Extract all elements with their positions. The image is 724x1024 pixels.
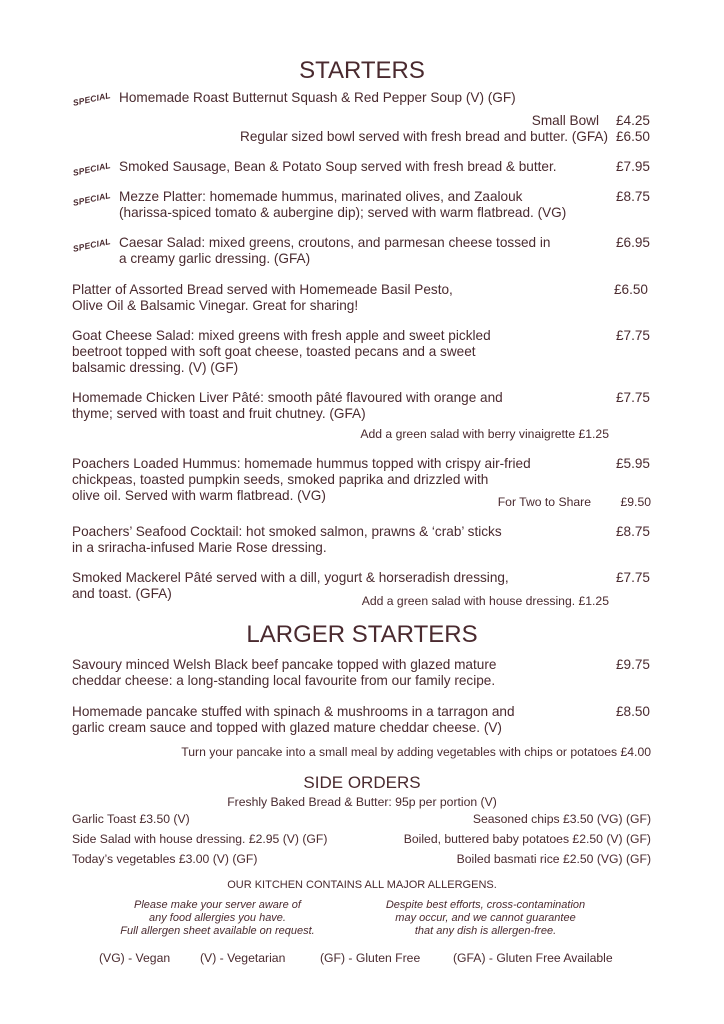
mezze-line2: (harissa-spiced tomato & aubergine dip); served with warm flatbread. (VG) — [119, 205, 567, 220]
mezze-line1: Mezze Platter: homemade hummus, marinated olives, and Zaalouk — [119, 189, 523, 204]
caesar-line2: a creamy garlic dressing. (GFA) — [119, 251, 311, 266]
starters-title: STARTERS — [299, 57, 425, 84]
allergens-right — [368, 899, 603, 938]
side-left-2: Side Salad with house dressing. £2.95 (V) (GF) — [72, 832, 328, 846]
beef-line2: cheddar cheese: a long-standing local favourite from our family recipe. — [72, 673, 496, 688]
side-right-3: Boiled basmati rice £2.50 (VG) (GF) — [456, 852, 651, 866]
hummus-line3: olive oil. Served with warm flatbread. (VG) — [72, 488, 326, 503]
mackerel-line2: and toast. (GFA) — [72, 586, 172, 601]
spinach-line2: garlic cream sauce and topped with glazed mature cheddar cheese. (V) — [72, 720, 502, 735]
legend-gluten-free-available: (GFA) - Gluten Free Available — [453, 951, 613, 965]
soup2-name: Smoked Sausage, Bean & Potato Soup served with fresh bread & butter. — [119, 159, 557, 174]
goat-line2: beetroot topped with soft goat cheese, toasted pecans and a sweet — [72, 344, 476, 359]
goat-line1: Goat Cheese Salad: mixed greens with fresh apple and sweet pickled — [72, 328, 491, 343]
allergens-left — [100, 899, 335, 938]
hummus-price: £5.95 — [615, 456, 650, 471]
hummus-share-label: For Two to Share — [497, 495, 591, 509]
allergens-left-line: Please make your server aware of — [134, 899, 301, 911]
legend-gluten-free: (GF) - Gluten Free — [320, 951, 421, 965]
hummus-share-price: £9.50 — [620, 495, 651, 509]
mackerel-price: £7.75 — [615, 570, 650, 585]
allergens-left-line: any food allergies you have. — [149, 912, 286, 924]
spinach-line1: Homemade pancake stuffed with spinach & mushrooms in a tarragon and — [72, 704, 515, 719]
special-badge: SPECIAL — [72, 160, 112, 178]
soup1-regular-price: £6.50 — [615, 129, 650, 144]
larger-starters-title: LARGER STARTERS — [246, 621, 478, 648]
hummus-line1: Poachers Loaded Hummus: homemade hummus topped with crispy air-fried — [72, 456, 531, 471]
mezze-price: £8.75 — [615, 189, 650, 204]
side-right-1: Seasoned chips £3.50 (VG) (GF) — [472, 812, 651, 826]
beef-price: £9.75 — [615, 657, 650, 672]
seafood-line1: Poachers’ Seafood Cocktail: hot smoked salmon, prawns & ‘crab’ sticks — [72, 524, 502, 539]
spinach-price: £8.50 — [615, 704, 650, 719]
pancake-note: Turn your pancake into a small meal by adding vegetables with chips or potatoes £4.00 — [181, 745, 651, 759]
allergens-right-line: that any dish is allergen-free. — [414, 925, 557, 937]
beef-line1: Savoury minced Welsh Black beef pancake topped with glazed mature — [72, 657, 497, 672]
mackerel-addon: Add a green salad with house dressing. £1.25 — [361, 594, 609, 608]
soup1-small-label: Small Bowl — [531, 113, 599, 128]
hummus-line2: chickpeas, toasted pumpkin seeds, smoked paprika and drizzled with — [72, 472, 489, 487]
side-orders-title: SIDE ORDERS — [303, 773, 421, 792]
goat-price: £7.75 — [615, 328, 650, 343]
allergens-heading: OUR KITCHEN CONTAINS ALL MAJOR ALLERGENS. — [227, 879, 497, 891]
seafood-line2: in a sriracha-infused Marie Rose dressing. — [72, 540, 327, 555]
soup1-small-price: £4.25 — [615, 113, 650, 128]
special-badge: SPECIAL — [72, 190, 112, 208]
caesar-line1: Caesar Salad: mixed greens, croutons, and parmesan cheese tossed in — [119, 235, 551, 250]
soup1-regular-label: Regular sized bowl served with fresh bread and butter. (GFA) — [240, 129, 608, 144]
side-left-3: Today’s vegetables £3.00 (V) (GF) — [72, 852, 258, 866]
side-bread: Freshly Baked Bread & Butter: 95p per portion (V) — [227, 795, 497, 809]
special-badge: SPECIAL — [72, 90, 112, 108]
legend-vegetarian: (V) - Vegetarian — [200, 951, 286, 965]
special-badge: SPECIAL — [72, 236, 112, 254]
allergens-left-line: Full allergen sheet available on request. — [120, 925, 315, 937]
caesar-price: £6.95 — [615, 235, 650, 250]
bread-line1: Platter of Assorted Bread served with Homemeade Basil Pesto, — [72, 282, 453, 297]
soup1-name: Homemade Roast Butternut Squash & Red Pepper Soup (V) (GF) — [119, 90, 516, 105]
pate-line2: thyme; served with toast and fruit chutney. (GFA) — [72, 406, 366, 421]
allergens-right-line: may occur, and we cannot guarantee — [395, 912, 576, 924]
pate-addon: Add a green salad with berry vinaigrette £1.25 — [360, 427, 609, 441]
goat-line3: balsamic dressing. (V) (GF) — [72, 360, 239, 375]
side-left-1: Garlic Toast £3.50 (V) — [72, 812, 190, 826]
pate-price: £7.75 — [615, 390, 650, 405]
side-right-2: Boiled, buttered baby potatoes £2.50 (V) (GF) — [403, 832, 651, 846]
allergens-right-line: Despite best efforts, cross-contamination — [385, 899, 586, 911]
bread-price: £6.50 — [613, 282, 648, 297]
mackerel-line1: Smoked Mackerel Pâté served with a dill, yogurt & horseradish dressing, — [72, 570, 509, 585]
seafood-price: £8.75 — [615, 524, 650, 539]
soup2-price: £7.95 — [615, 159, 650, 174]
pate-line1: Homemade Chicken Liver Pâté: smooth pâté flavoured with orange and — [72, 390, 503, 405]
bread-line2: Olive Oil & Balsamic Vinegar. Great for sharing! — [72, 298, 359, 313]
legend-vegan: (VG) - Vegan — [99, 951, 171, 965]
